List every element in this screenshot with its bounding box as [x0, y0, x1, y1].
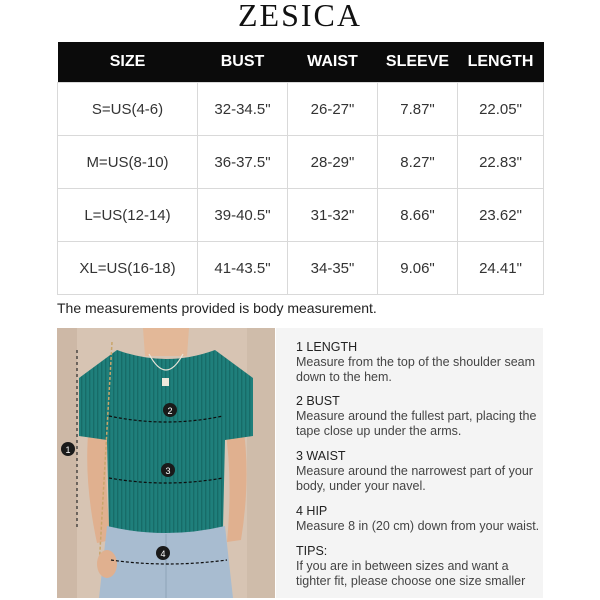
header-bust: BUST — [198, 42, 288, 83]
measurement-guide — [276, 328, 543, 598]
table-row — [58, 83, 544, 136]
model-photo — [57, 328, 275, 598]
header-length: LENGTH — [458, 42, 544, 83]
header-sleeve: SLEEVE — [378, 42, 458, 83]
marker-4 — [156, 546, 170, 560]
cell-bust: 39-40.5" — [198, 189, 288, 242]
cell-size: L=US(12-14) — [58, 189, 198, 242]
cell-length: 22.05" — [458, 83, 544, 136]
cell-size: S=US(4-6) — [58, 83, 198, 136]
svg-text:4: 4 — [160, 549, 166, 559]
guide-desc: Measure from the top of the shoulder seam down to the hem. — [296, 355, 536, 384]
guide-title: 4 HIP — [296, 504, 328, 518]
svg-text:1: 1 — [65, 445, 71, 455]
cell-waist: 34-35" — [288, 242, 378, 295]
cell-size: XL=US(16-18) — [58, 242, 198, 295]
table-header-row — [58, 42, 544, 83]
header-size: SIZE — [58, 42, 198, 83]
tips-text: If you are in between sizes and want a tighter fit, please choose one size smaller — [296, 559, 526, 588]
guide-title: 1 LENGTH — [296, 340, 358, 354]
marker-2 — [163, 403, 177, 417]
cell-waist: 31-32" — [288, 189, 378, 242]
marker-1 — [61, 442, 75, 456]
cell-waist: 26-27" — [288, 83, 378, 136]
cell-length: 23.62" — [458, 189, 544, 242]
guide-desc: Measure 8 in (20 cm) down from your waist. — [296, 519, 540, 533]
guide-title: 3 WAIST — [296, 449, 346, 463]
svg-text:2: 2 — [167, 406, 173, 416]
cell-size: M=US(8-10) — [58, 136, 198, 189]
table-row — [58, 242, 544, 295]
cell-sleeve: 8.66" — [378, 189, 458, 242]
cell-length: 24.41" — [458, 242, 544, 295]
cell-length: 22.83" — [458, 136, 544, 189]
guide-item-length — [296, 340, 546, 385]
cell-bust: 36-37.5" — [198, 136, 288, 189]
brand-logo: ZESICA — [238, 0, 362, 33]
guide-desc: Measure around the narrowest part of your body, under your navel. — [296, 464, 533, 493]
cell-waist: 28-29" — [288, 136, 378, 189]
size-chart-table — [57, 42, 544, 295]
guide-item-hip — [296, 504, 546, 534]
cell-bust: 41-43.5" — [198, 242, 288, 295]
guide-item-bust — [296, 394, 546, 439]
cell-sleeve: 8.27" — [378, 136, 458, 189]
cell-sleeve: 7.87" — [378, 83, 458, 136]
tips-block — [296, 544, 546, 589]
neck — [143, 328, 189, 356]
marker-3 — [161, 463, 175, 477]
cell-bust: 32-34.5" — [198, 83, 288, 136]
table-row — [58, 189, 544, 242]
guide-desc: Measure around the fullest part, placing the tape close up under the arms. — [296, 409, 537, 438]
header-waist: WAIST — [288, 42, 378, 83]
measurement-note: The measurements provided is body measurement. — [57, 300, 377, 316]
tips-title: TIPS: — [296, 544, 328, 558]
table-row — [58, 136, 544, 189]
svg-text:3: 3 — [165, 466, 171, 476]
guide-item-waist — [296, 449, 546, 494]
guide-title: 2 BUST — [296, 394, 340, 408]
model-illustration — [57, 328, 275, 598]
cell-sleeve: 9.06" — [378, 242, 458, 295]
